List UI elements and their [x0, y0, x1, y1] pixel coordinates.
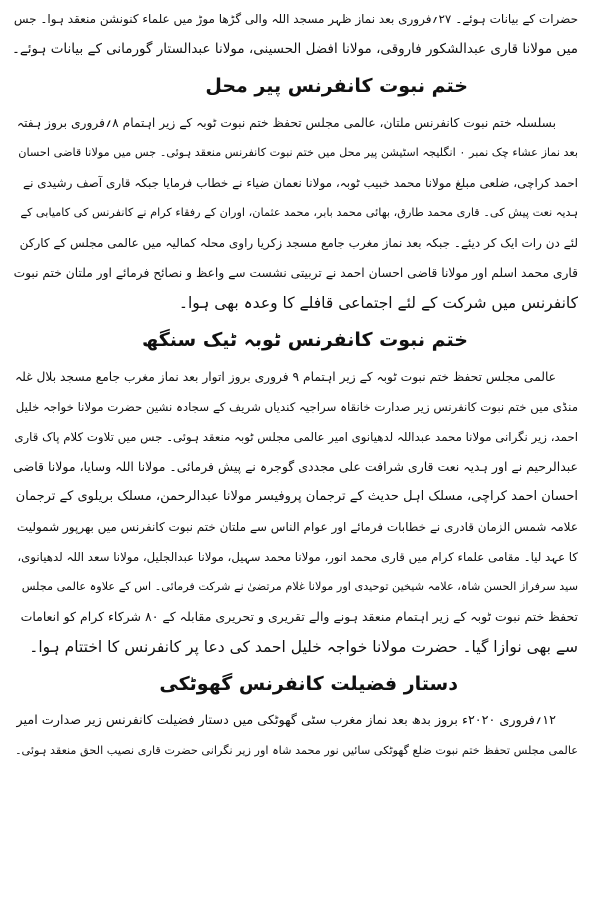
- section-paragraph-toba-tek-singh: [12, 362, 578, 662]
- text-line: بعد نماز عشاء چک نمبر ۰ انگلیجہ اسٹیشن پیر محل میں ختم نبوت کانفرنس منعقد ہوئی۔ جس میں مولانا قاضی احسان: [18, 146, 578, 159]
- text-line: علامہ شمس الزمان قادری نے خطابات فرمائے اور عوام الناس سے ملتان ختم نبوت کانفرنس میں بھرپور شمولیت: [16, 520, 578, 534]
- text-line: کانفرنس میں شرکت کے لئے اجتماعی قافلے کا وعدہ بھی ہوا۔: [178, 294, 578, 312]
- text-line: سے بھی نوازا گیا۔ حضرت مولانا خواجہ خلیل احمد کی دعا پر کانفرنس کا اختتام ہوا۔: [29, 638, 578, 656]
- text-line: کا عہد لیا۔ مقامی علماء کرام میں قاری محمد انور، مولانا محمد سہیل، مولانا عبدالجلیل، مولانا سعد اللہ لدھیانوی،: [17, 550, 578, 564]
- text-line: ہدیہ نعت پیش کی۔ قاری محمد طارق، بھائی محمد بابر، محمد عثمان، اوران کے رفقاء کرام نے کانفرنس کی کامیابی کے: [20, 206, 578, 219]
- text-line: احمد کراچی، ضلعی مبلغ مولانا محمد خبیب ٹوبہ، مولانا نعمان ضیاء نے خطاب فرمایا جبکہ قاری آصف رشیدی نے: [23, 176, 578, 190]
- text-line: عبدالرحیم نے اور ہدیہ نعت قاری شرافت علی مجددی گوجرہ نے پیش فرمائی۔ مولانا اللہ وسایا، مولانا قاضی: [13, 459, 578, 474]
- text-line: لئے دن رات ایک کر دیئے۔ جبکہ بعد نماز مغرب جامع مسجد زکریا راوی محلہ کمالیہ میں عالمی مجلس کے کارکن: [19, 236, 578, 250]
- text-line: ۱۲؍فروری ۲۰۲۰ء بروز بدھ بعد نماز مغرب سٹی گھوٹکی میں دستار فضیلت کانفرنس زیر صدارت امیر: [16, 713, 556, 728]
- text-line: عالمی مجلس تحفظ ختم نبوت ٹوبہ کے زیر اہتمام ۹ فروری بروز اتوار بعد نماز مغرب جامع مسجد بلال غلہ: [14, 370, 556, 384]
- text-line: سید سرفراز الحسن شاہ، علامہ شیخین توحیدی اور مولانا غلام مرتضیٰ نے شرکت فرمائی۔ اس کے علاوہ عالمی مجلس: [21, 580, 578, 593]
- text-line: احمد، زیر نگرانی مولانا محمد عبداللہ لدھیانوی امیر عالمی مجلس ٹوبہ منعقد ہوئی۔ جس میں تلاوت کلام پاک قاری: [14, 430, 578, 444]
- text-line: حضرات کے بیانات ہوئے۔ ۲۷؍فروری بعد نماز ظہر مسجد اللہ والی گڑھا موڑ میں علماء کنونشن منعقد ہوا۔ جس: [13, 12, 578, 26]
- section-heading-pir-mahal: ختم نبوت کانفرنس پیر محل: [205, 75, 468, 97]
- text-line: میں مولانا قاری عبدالشکور فاروقی، مولانا افضل الحسینی، مولانا عبدالستار گورمانی کے بیانات ہوئے۔: [12, 41, 578, 57]
- section-heading-toba-tek-singh: ختم نبوت کانفرنس ٹوبہ ٹیک سنگھ: [142, 329, 468, 351]
- section-paragraph-pir-mahal: [12, 108, 578, 318]
- text-line: منڈی میں ختم نبوت کانفرنس زیر صدارت خانقاہ سراجیہ کندیاں شریف کے سجادہ نشین حضرت مولانا خواجہ خلیل: [15, 400, 578, 414]
- text-line: تحفظ ختم نبوت ٹوبہ کے زیر اہتمام منعقد ہونے والے تقریری و تحریری مقابلہ کے ۸۰ شرکاء کرام کو انعامات: [20, 609, 578, 624]
- text-line: عالمی مجلس تحفظ ختم نبوت ضلع گھوٹکی سائیں نور محمد شاہ اور زیر نگرانی حضرت قاری نصیب الحق منعقد ہوئی۔: [14, 744, 578, 757]
- section-heading-ghotki: دستار فضیلت کانفرنس گھوٹکی: [159, 673, 458, 695]
- intro-paragraph: [12, 4, 578, 64]
- section-paragraph-ghotki: [12, 706, 578, 766]
- text-line: بسلسلہ ختم نبوت کانفرنس ملتان، عالمی مجلس تحفظ ختم نبوت ٹوبہ کے زیر اہتمام ۸؍فروری بروز ہفتہ: [16, 116, 556, 130]
- text-line: قاری محمد اسلم اور مولانا قاضی احسان احمد نے تربیتی نشست سے واعظ و نصائح فرمائے اور ملتان ختم نبوت: [13, 266, 578, 280]
- text-line: احسان احمد کراچی، مسلک اہل حدیث کے ترجمان پروفیسر مولانا عبدالرحمن، مسلک بریلوی کے ترجمان: [15, 489, 578, 504]
